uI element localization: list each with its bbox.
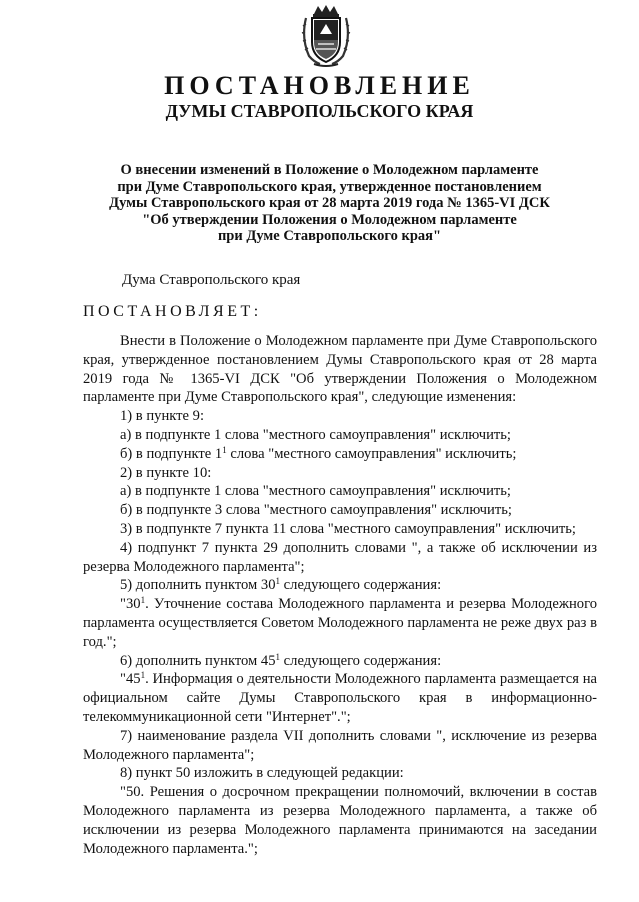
paragraph: 8) пункт 50 изложить в следующей редакции: [120, 765, 404, 782]
paragraph-text: "45 [120, 671, 141, 688]
document-body [83, 332, 597, 858]
paragraph: 1) в пункте 9: [120, 408, 205, 425]
paragraph-text: 5) дополнить пунктом 30 [120, 577, 276, 594]
paragraph [83, 576, 597, 595]
paragraph: 4) подпункт 7 пункта 29 дополнить словами ", а также об исключении из резерва Молодежного парламента"; [83, 539, 597, 575]
paragraph-text: "30 [120, 596, 141, 613]
heading-line: при Думе Ставропольского края" [217, 228, 442, 244]
heading-line: О внесении изменений в Положение о Молодежном парламенте [120, 162, 539, 178]
paragraph [83, 595, 597, 651]
document-title: ПОСТАНОВЛЕНИЕ [164, 71, 475, 100]
paragraph: б) в подпункте 3 слова "местного самоуправления" исключить; [120, 502, 512, 519]
paragraph: а) в подпункте 1 слова "местного самоуправления" исключить; [120, 426, 511, 443]
coat-of-arms-emblem [300, 4, 352, 68]
document-heading [80, 162, 579, 245]
superscript: 1 [275, 576, 281, 587]
heading-line: "Об утверждении Положения о Молодежном парламенте [142, 211, 517, 228]
paragraph: а) в подпункте 1 слова "местного самоуправления" исключить; [120, 483, 511, 500]
paragraph [83, 670, 597, 726]
superscript: 1 [140, 595, 146, 606]
paragraph: 7) наименование раздела VII дополнить словами ", исключение из резерва Молодежного парламента"; [83, 727, 597, 763]
document-subtitle: ДУМЫ СТАВРОПОЛЬСКОГО КРАЯ [165, 101, 474, 121]
paragraph: Внести в Положение о Молодежном парламенте при Думе Ставропольского края, утвержденное постановлением Думы Ставропольского края от 28 марта 2019 года № 1365-VI ДСК "Об утверждении Положения о Молодежном парламенте при Думе Ставропольского края", следующие изменения: [83, 333, 597, 406]
superscript: 1 [275, 651, 281, 662]
issuing-body: Дума Ставропольского края [122, 272, 301, 288]
heading-line: Думы Ставропольского края от 28 марта 2019 года № 1365-VI ДСК [109, 195, 550, 211]
paragraph: 3) в подпункте 7 пункта 11 слова "местного самоуправления" исключить; [120, 520, 576, 537]
paragraph-text: б) в подпункте 1 [120, 445, 223, 462]
superscript: 1 [222, 444, 227, 455]
superscript: 1 [140, 670, 146, 681]
decree-word: ПОСТАНОВЛЯЕТ: [83, 303, 262, 320]
paragraph: "50. Решения о досрочном прекращении полномочий, включении в состав Молодежного парламента из резерва Молодежного парламента, а также об исключении из резерва Молодежного парламента принимаются на заседании Молодежного парламента."; [83, 784, 597, 857]
heading-line: при Думе Ставропольского края, утвержденное постановлением [117, 178, 542, 195]
paragraph [83, 652, 597, 671]
paragraph-text: . Уточнение состава Молодежного парламента и резерва Молодежного парламента осуществляется Советом Молодежного парламента не реже двух раз в год."; [83, 596, 597, 650]
paragraph-text: слова "местного самоуправления" исключить; [226, 445, 517, 462]
paragraph-text: следующего содержания: [280, 652, 442, 669]
paragraph-text: . Информация о деятельности Молодежного парламента размещается на официальном сайте Думы Ставропольского края в информационно-телекоммуникационной сети "Интернет"."; [83, 671, 597, 725]
paragraph [83, 445, 597, 464]
paragraph-text: 6) дополнить пунктом 45 [120, 652, 276, 669]
paragraph-text: следующего содержания: [280, 577, 442, 594]
paragraph: 2) в пункте 10: [120, 464, 212, 481]
